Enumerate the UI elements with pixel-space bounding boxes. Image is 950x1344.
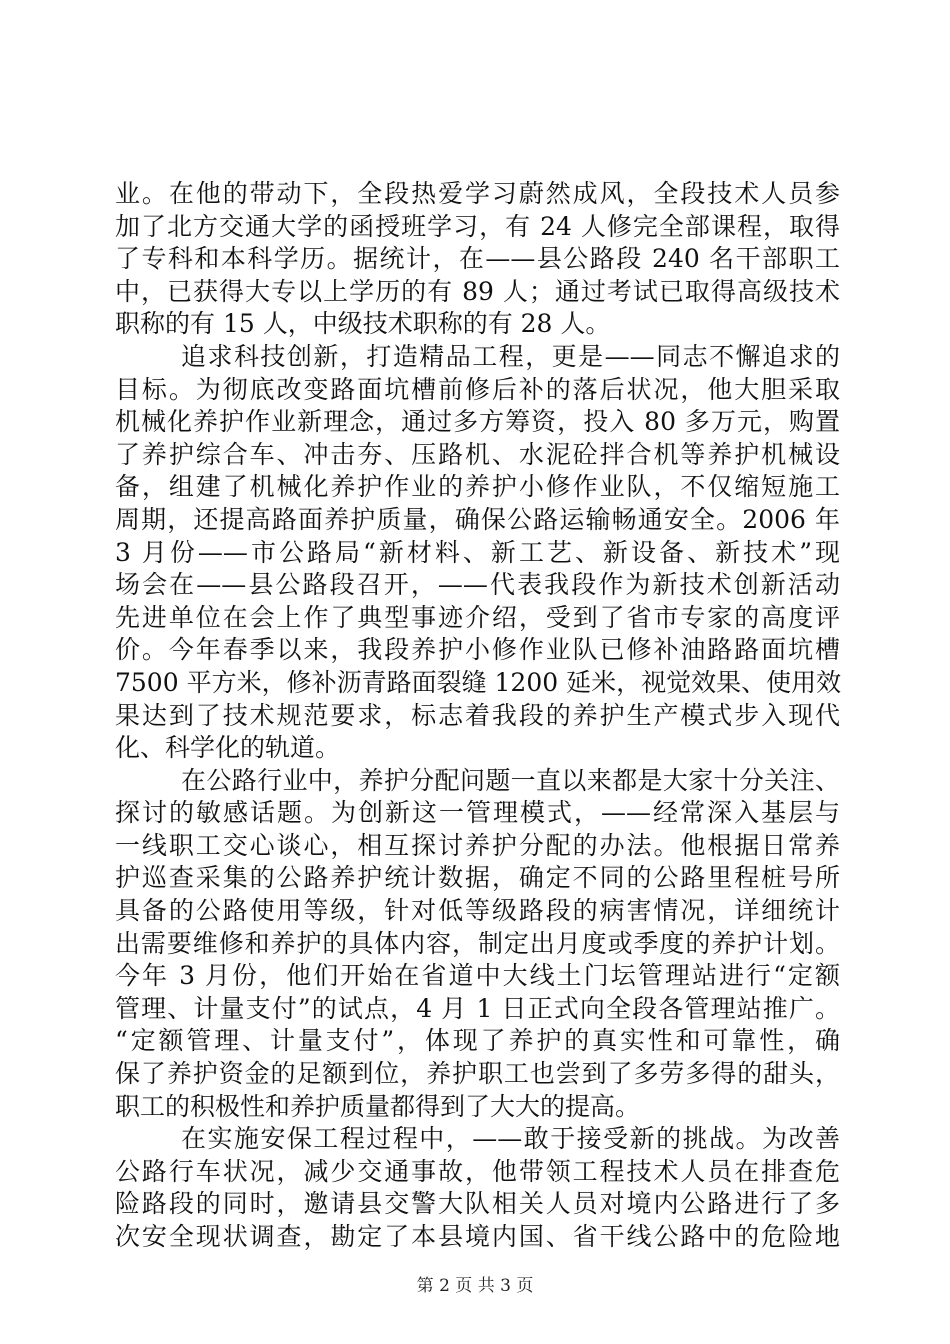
text-line: 先进单位在会上作了典型事迹介绍，受到了省市专家的高度评	[115, 602, 840, 632]
text-line: 机械化养护作业新理念，通过多方筹资，投入 80 多万元，购置	[115, 407, 840, 437]
text-line: 周期，还提高路面养护质量，确保公路运输畅通安全。2006 年	[115, 504, 840, 534]
text-line: 出需要维修和养护的具体内容，制定出月度或季度的养护计划。	[115, 928, 840, 958]
text-line: 中，已获得大专以上学历的有 89 人；通过考试已取得高级技术	[115, 276, 840, 306]
text-line: 具备的公路使用等级，针对低等级路段的病害情况，详细统计	[115, 896, 840, 926]
text-line: 化、科学化的轨道。	[115, 733, 341, 763]
text-line: 了养护综合车、冲击夯、压路机、水泥砼拌合机等养护机械设	[115, 439, 840, 469]
paragraph	[115, 1123, 840, 1253]
page-footer: 第 2 页 共 3 页	[416, 1276, 534, 1296]
text-line: 保了养护资金的足额到位，养护职工也尝到了多劳多得的甜头，	[115, 1059, 840, 1089]
text-line: 备，组建了机械化养护作业的养护小修作业队，不仅缩短施工	[115, 472, 840, 502]
text-line: 场会在——县公路段召开，——代表我段作为新技术创新活动	[115, 570, 840, 600]
text-line: 险路段的同时，邀请县交警大队相关人员对境内公路进行了多	[115, 1189, 840, 1219]
text-line: 职工的积极性和养护质量都得到了大大的提高。	[115, 1091, 641, 1121]
text-line: “定额管理、计量支付”，体现了养护的真实性和可靠性，确	[115, 1026, 840, 1056]
document-body	[115, 178, 840, 1254]
text-line: 今年 3 月份，他们开始在省道中大线土门坛管理站进行“定额	[115, 961, 840, 991]
text-line: 在公路行业中，养护分配问题一直以来都是大家十分关注、	[181, 765, 840, 795]
text-line: 公路行车状况，减少交通事故，他带领工程技术人员在排查危	[115, 1156, 840, 1186]
paragraph	[115, 178, 840, 341]
text-line: 探讨的敏感话题。为创新这一管理模式，——经常深入基层与	[115, 798, 840, 828]
text-line: 护巡查采集的公路养护统计数据，确定不同的公路里程桩号所	[115, 863, 840, 893]
text-line: 次安全现状调查，勘定了本县境内国、省干线公路中的危险地	[115, 1222, 840, 1251]
paragraph	[115, 341, 840, 765]
text-line: 果达到了技术规范要求，标志着我段的养护生产模式步入现代	[115, 700, 840, 730]
text-line: 3 月份——市公路局“新材料、新工艺、新设备、新技术”现	[115, 537, 840, 567]
text-line: 价。今年春季以来，我段养护小修作业队已修补油路路面坑槽	[115, 635, 840, 665]
paragraph	[115, 765, 840, 1124]
text-line: 业。在他的带动下，全段热爱学习蔚然成风，全段技术人员参	[115, 179, 840, 208]
text-line: 一线职工交心谈心，相互探讨养护分配的办法。他根据日常养	[115, 830, 840, 860]
text-line: 加了北方交通大学的函授班学习，有 24 人修完全部课程，取得	[115, 211, 840, 241]
text-line: 了专科和本科学历。据统计，在——县公路段 240 名干部职工	[115, 244, 840, 274]
text-line: 职称的有 15 人，中级技术职称的有 28 人。	[115, 309, 611, 339]
text-line: 管理、计量支付”的试点，4 月 1 日正式向全段各管理站推广。	[115, 993, 840, 1023]
text-line: 在实施安保工程过程中，——敢于接受新的挑战。为改善	[181, 1124, 840, 1154]
text-line: 7500 平方米，修补沥青路面裂缝 1200 延米，视觉效果、使用效	[115, 667, 842, 697]
text-line: 追求科技创新，打造精品工程，更是——同志不懈追求的	[181, 341, 840, 371]
text-line: 目标。为彻底改变路面坑槽前修后补的落后状况，他大胆采取	[115, 374, 840, 404]
